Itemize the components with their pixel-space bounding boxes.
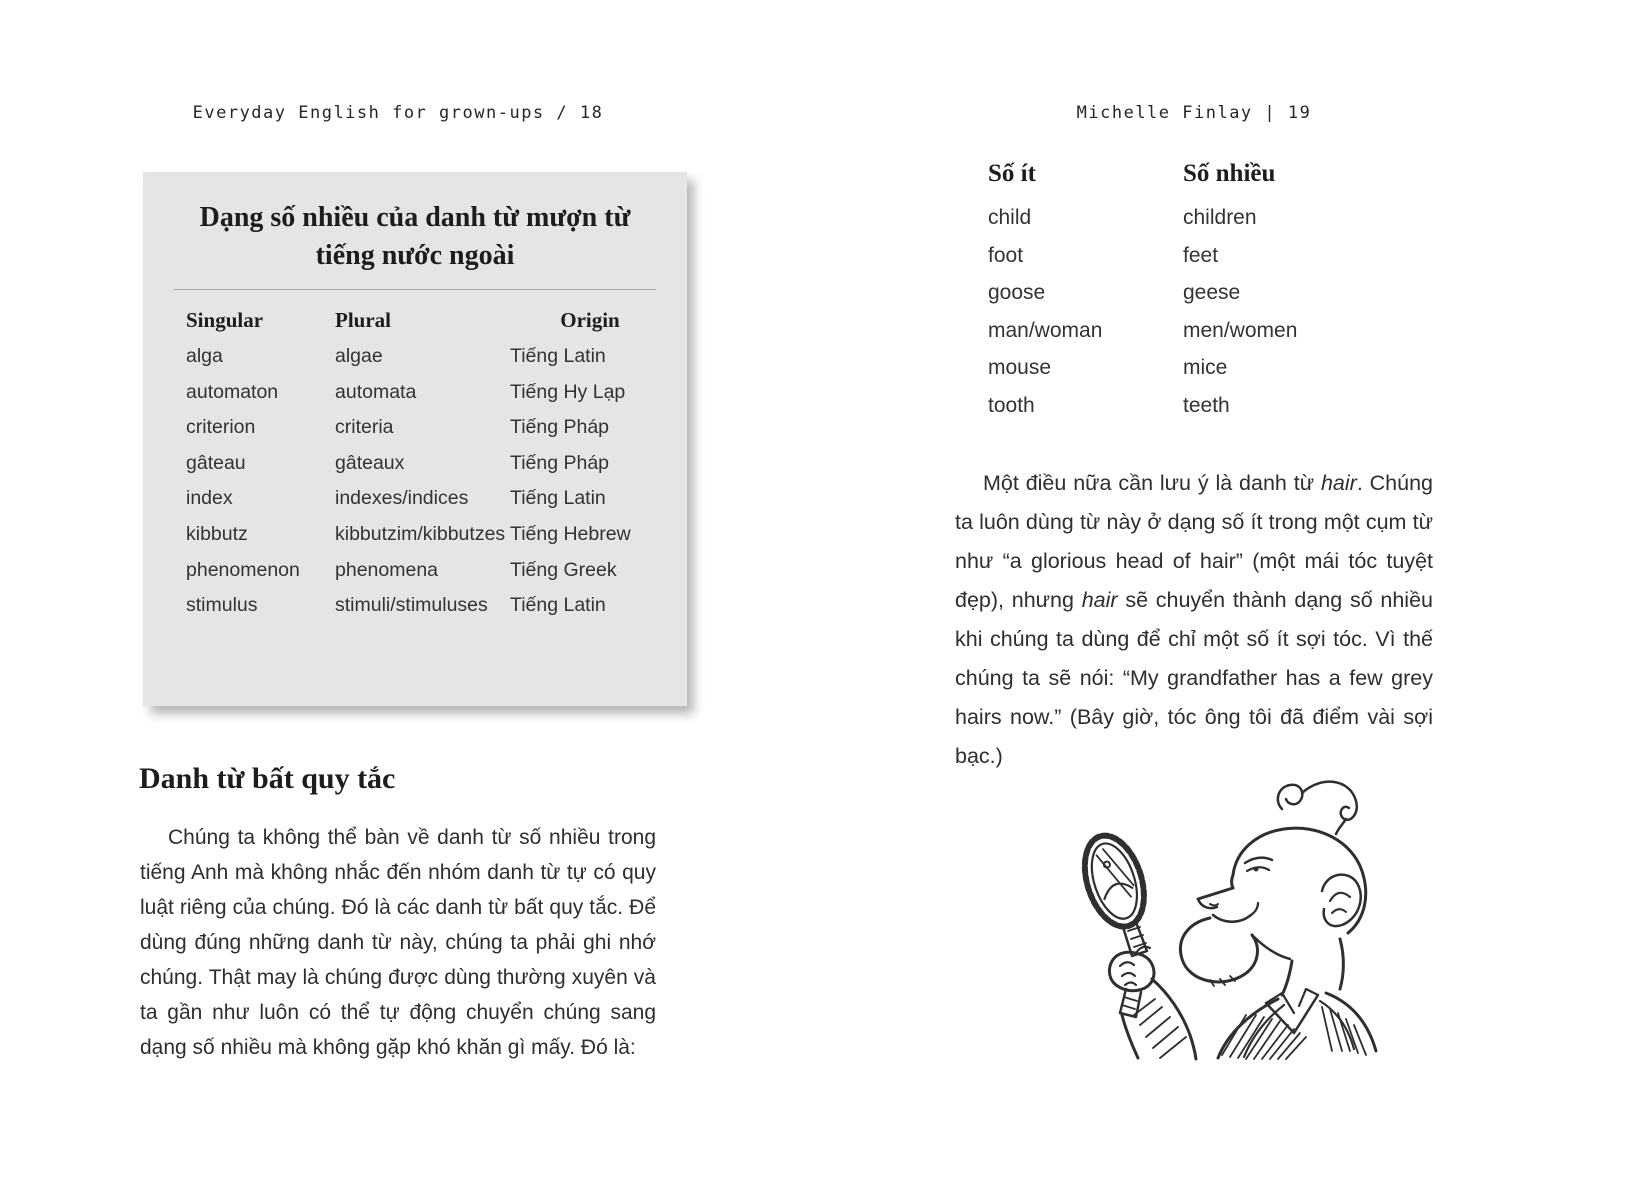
table-cell: Tiếng Pháp [510, 451, 610, 474]
table-cell: Tiếng Pháp [510, 416, 610, 439]
irregular-nouns-list [988, 160, 1408, 432]
table-cell: Tiếng Greek [510, 558, 617, 581]
column-header-plural-vi: Số nhiều [1183, 160, 1276, 187]
table-cell: child [988, 206, 1032, 229]
table-row [186, 345, 676, 381]
right-page-paragraph: Một điều nữa cần lưu ý là danh từ hair. Chúng ta luôn dùng từ này ở dạng số ít trong một cụm từ như “a glorious head of hair” (một mái tóc tuyệt đẹp), nhưng hair sẽ chuyển thành dạng số nhiều khi chúng ta dùng để chỉ một số ít sợi tóc. Vì thế chúng ta sẽ nói: “My grandfather has a few grey hairs now.” (Bây giờ, tóc ông tôi đã điểm vài sợi bạc.) [955, 471, 1433, 768]
table-cell: algae [335, 345, 383, 367]
table-cell: Tiếng Hebrew [510, 522, 631, 545]
table-cell: stimuli/stimuluses [335, 594, 488, 617]
man-mirror-illustration [1070, 763, 1392, 1063]
table-row [186, 416, 676, 452]
loanword-table [186, 308, 676, 630]
table-row [186, 523, 676, 559]
table-cell: stimulus [186, 594, 258, 617]
table-cell: mice [1183, 356, 1228, 380]
table-cell: men/women [1183, 318, 1298, 342]
table-cell: gâteau [186, 451, 246, 474]
table-row [988, 356, 1408, 394]
box-title-line1: Dạng số nhiều của danh từ mượn từ [199, 202, 631, 233]
table-row [186, 381, 676, 417]
table-cell: Tiếng Latin [510, 345, 606, 367]
table-cell: foot [988, 243, 1024, 267]
section-heading: Danh từ bất quy tắc [139, 762, 396, 795]
table-row [988, 319, 1408, 357]
table-cell: automata [335, 380, 417, 403]
table-cell: Tiếng Latin [510, 487, 606, 510]
left-page-paragraph: Chúng ta không thể bàn về danh từ số nhiều trong tiếng Anh mà không nhắc đến nhóm danh từ tự có quy luật riêng của chúng. Đó là các danh từ bất quy tắc. Để dùng đúng những danh từ này, chúng ta phải ghi nhớ chúng. Thật may là chúng được dùng thường xuyên và ta gần như luôn có thể tự động chuyển chúng sang dạng số nhiều mà không gặp khó khăn gì mấy. Đó là: [140, 826, 656, 1059]
table-cell: alga [186, 345, 223, 367]
loanword-plural-box [143, 172, 687, 706]
table-cell: criterion [186, 416, 256, 439]
table-cell: index [186, 487, 233, 510]
table-row [988, 244, 1408, 282]
table-cell: man/woman [988, 318, 1103, 342]
irregular-list-body [988, 206, 1408, 432]
table-cell: gâteaux [335, 451, 405, 474]
table-cell: feet [1183, 243, 1219, 267]
column-header-singular-vi: Số ít [988, 160, 1036, 187]
table-cell: indexes/indices [335, 487, 469, 510]
right-running-head: Michelle Finlay | 19 [1076, 103, 1312, 123]
left-running-head: Everyday English for grown-ups / 18 [192, 103, 604, 123]
table-cell: mouse [988, 356, 1052, 380]
table-cell: automaton [186, 380, 279, 403]
table-cell: kibbutz [186, 522, 248, 545]
irregular-list-header [988, 160, 1408, 206]
column-header-singular: Singular [186, 308, 264, 332]
table-cell: phenomenon [186, 558, 300, 581]
table-row [186, 452, 676, 488]
box-title [143, 199, 687, 275]
table-row [186, 487, 676, 523]
table-cell: phenomena [335, 558, 439, 581]
loanword-table-body [186, 345, 676, 630]
column-header-origin: Origin [560, 308, 620, 332]
box-title-line2: tiếng nước ngoài [315, 240, 515, 271]
table-cell: criteria [335, 416, 394, 439]
column-header-plural: Plural [335, 308, 391, 332]
table-cell: teeth [1183, 393, 1230, 417]
table-row [988, 394, 1408, 432]
table-cell: children [1183, 206, 1257, 229]
table-cell: geese [1183, 281, 1241, 305]
table-row [186, 559, 676, 595]
table-cell: Tiếng Hy Lạp [510, 380, 626, 403]
table-row [988, 206, 1408, 244]
box-divider [174, 289, 656, 290]
table-row [186, 594, 676, 630]
loanword-table-header [186, 308, 676, 345]
table-cell: goose [988, 281, 1046, 305]
table-cell: kibbutzim/kibbutzes [335, 522, 506, 545]
table-row [988, 281, 1408, 319]
hand-mirror-icon [1074, 828, 1154, 934]
table-cell: tooth [988, 393, 1035, 417]
table-cell: Tiếng Latin [510, 594, 606, 617]
